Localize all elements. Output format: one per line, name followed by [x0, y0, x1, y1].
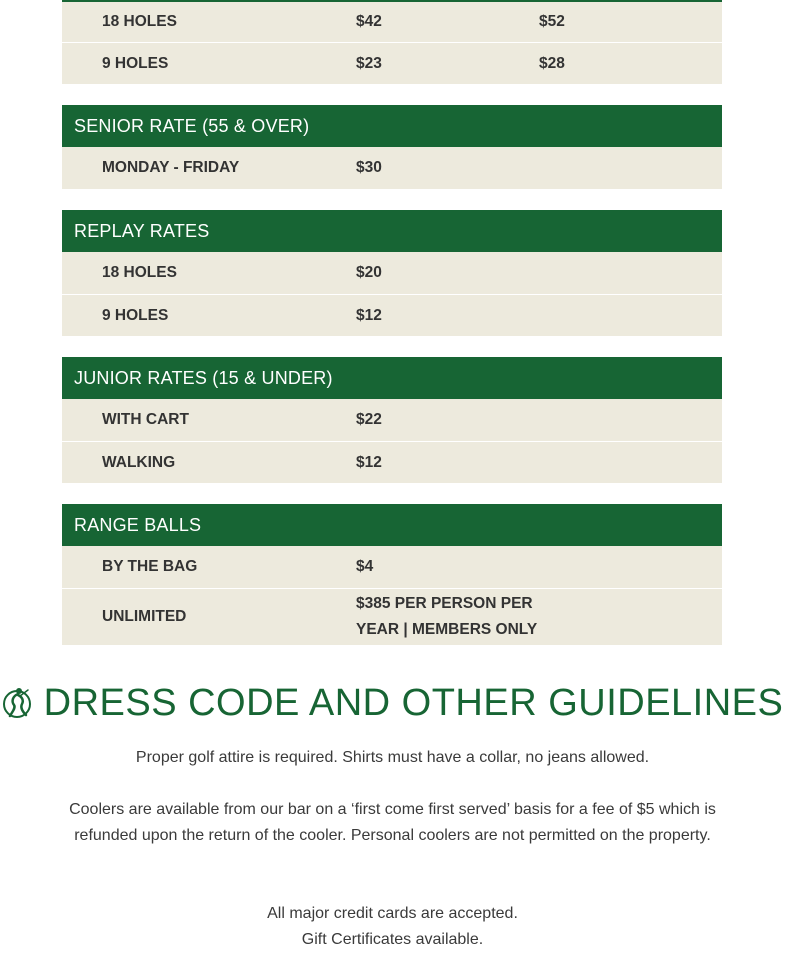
rates-tables: [62, 0, 722, 645]
section-title: [0, 676, 785, 730]
table-row: [62, 252, 722, 294]
row-label: WITH CART: [102, 411, 189, 428]
credit-cards-text: All major credit cards are accepted.: [267, 905, 518, 922]
dress-code-text: Proper golf attire is required. Shirts must have a collar, no jeans allowed.: [135, 749, 650, 766]
row-price: $4: [356, 558, 374, 575]
row-price: $12: [356, 453, 382, 471]
row-label: 18 HOLES: [102, 13, 177, 30]
junior-rates-table: [62, 357, 722, 483]
row-price: $20: [356, 264, 382, 281]
row-label: BY THE BAG: [102, 558, 198, 575]
row-label: 9 HOLES: [102, 54, 169, 72]
senior-rates-table: [62, 105, 722, 189]
guidelines-title: DRESS CODE AND OTHER GUIDELINES: [43, 682, 784, 724]
row-label: UNLIMITED: [102, 608, 187, 625]
row-label: 9 HOLES: [102, 306, 169, 324]
regular-rates-table: [62, 0, 722, 84]
table-header: RANGE BALLS: [62, 504, 722, 546]
guidelines-section: [0, 676, 785, 953]
table-row: [62, 294, 722, 336]
row-price-weekday: $42: [356, 13, 382, 30]
table-row: [62, 588, 722, 645]
row-price: $30: [356, 159, 382, 176]
gift-certificates-text: Gift Certificates available.: [301, 931, 484, 948]
golfer-logo-icon: [2, 686, 32, 720]
row-price: $12: [356, 306, 382, 324]
table-row: [62, 441, 722, 483]
row-price: $385 PER PERSON PER YEAR | MEMBERS ONLY: [356, 595, 538, 638]
range-balls-table: [62, 504, 722, 645]
replay-rates-table: [62, 210, 722, 336]
table-row: [62, 42, 722, 84]
table-header: SENIOR RATE (55 & OVER): [62, 105, 722, 147]
row-price: $22: [356, 411, 382, 428]
table-header: JUNIOR RATES (15 & UNDER): [62, 357, 722, 399]
row-label: WALKING: [102, 453, 176, 471]
table-row: [62, 546, 722, 588]
table-row: [62, 399, 722, 441]
coolers-text: Coolers are available from our bar on a ‘first come first served’ basis for a fee of $5 which is refunded upon the return of the cooler. Personal coolers are not permitted on the property.: [69, 801, 716, 844]
row-price-weekend: $52: [539, 13, 565, 30]
row-label: MONDAY - FRIDAY: [102, 159, 240, 176]
table-row: [62, 147, 722, 189]
row-label: 18 HOLES: [102, 264, 177, 281]
table-row: [62, 0, 722, 42]
table-header: REPLAY RATES: [62, 210, 722, 252]
row-price-weekend: $28: [539, 54, 565, 72]
row-price-weekday: $23: [356, 54, 382, 72]
